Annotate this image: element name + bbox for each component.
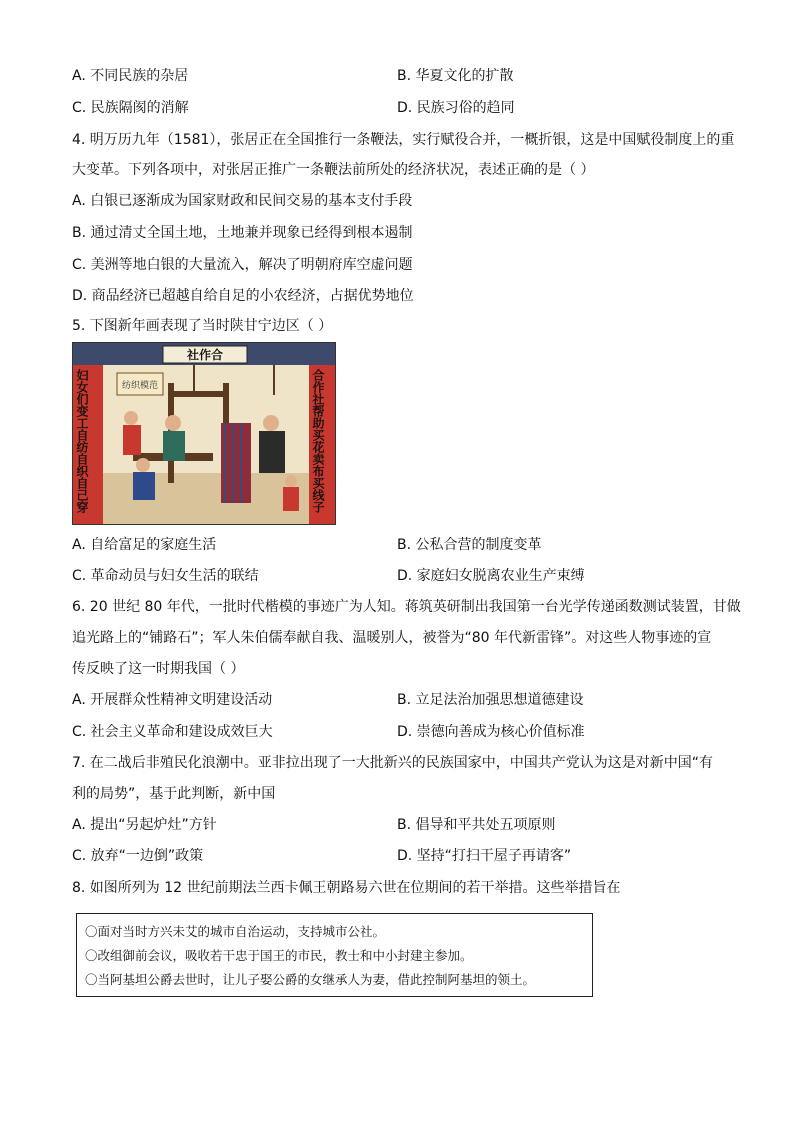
q8-measures-box — [76, 913, 593, 997]
q7-stem-line1: 7. 在二战后非殖民化浪潮中。亚非拉出现了一大批新兴的民族国家中，中国共产党认为这是对新中国“有 — [72, 755, 714, 771]
painting-left-text: 妇女们变工自纺自织自己穿 — [75, 369, 89, 513]
q6-stem-line1: 6. 20 世纪 80 年代，一批时代楷模的事迹广为人知。蒋筑英研制出我国第一台光学传递函数测试装置，甘做 — [72, 599, 741, 615]
q6-stem-line3: 传反映了这一时期我国（ ） — [72, 661, 245, 677]
q5-option-a: A. 自给富足的家庭生活 — [72, 537, 217, 553]
q3-option-d: D. 民族习俗的趋同 — [397, 100, 515, 116]
q8-measure-item: 〇改组御前会议，吸收若干忠于国王的市民，教士和中小封建主参加。 — [85, 948, 473, 963]
q4-option-d: D. 商品经济已超越自给自足的小农经济，占据优势地位 — [72, 288, 414, 304]
q3-option-b: B. 华夏文化的扩散 — [397, 68, 514, 84]
q4-option-a: A. 白银已逐渐成为国家财政和民间交易的基本支付手段 — [72, 193, 413, 209]
q4-option-c: C. 美洲等地白银的大量流入，解决了明朝府库空虚问题 — [72, 257, 413, 273]
q7-option-d: D. 坚持“打扫干屋子再请客” — [397, 848, 572, 864]
q6-option-b: B. 立足法治加强思想道德建设 — [397, 692, 584, 708]
painting-banner: 纺织模范 — [121, 381, 159, 391]
q7-option-b: B. 倡导和平共处五项原则 — [397, 817, 556, 833]
q6-option-a: A. 开展群众性精神文明建设活动 — [72, 692, 273, 708]
q6-option-c: C. 社会主义革命和建设成效巨大 — [72, 724, 273, 740]
q4-stem-line1: 4. 明万历九年（1581），张居正在全国推行一条鞭法，实行赋役合并，一概折银，这是中国赋役制度上的重 — [72, 132, 735, 148]
q3-option-c: C. 民族隔阂的消解 — [72, 100, 189, 116]
q5-stem: 5. 下图新年画表现了当时陕甘宁边区（ ） — [72, 318, 333, 334]
painting-right-text: 合作社帮助买花卖布买线子 — [311, 369, 325, 513]
q3-option-a: A. 不同民族的杂居 — [72, 68, 189, 84]
q6-stem-line2: 追光路上的“铺路石”；军人朱伯儒奉献自我、温暖别人，被誉为“80 年代新雷锋”。对这些人物事迹的宣 — [72, 630, 712, 646]
q7-stem-line2: 利的局势”，基于此判断，新中国 — [72, 786, 276, 802]
q4-option-b: B. 通过清丈全国土地，土地兼并现象已经得到根本遏制 — [72, 225, 413, 241]
new-year-painting — [72, 342, 336, 525]
q5-option-b: B. 公私合营的制度变革 — [397, 537, 542, 553]
q8-measure-item: 〇当阿基坦公爵去世时，让儿子娶公爵的女继承人为妻，借此控制阿基坦的领土。 — [85, 972, 536, 987]
q8-stem: 8. 如图所列为 12 世纪前期法兰西卡佩王朝路易六世在位期间的若干举措。这些举措旨在 — [72, 880, 621, 896]
q7-option-c: C. 放弃“一边倒”政策 — [72, 848, 204, 864]
q4-stem-line2: 大变革。下列各项中，对张居正推广一条鞭法前所处的经济状况，表述正确的是（ ） — [72, 162, 595, 178]
q5-option-c: C. 革命动员与妇女生活的联结 — [72, 568, 259, 584]
q8-measure-item: 〇面对当时方兴未艾的城市自治运动，支持城市公社。 — [85, 924, 386, 939]
q5-option-d: D. 家庭妇女脱离农业生产束缚 — [397, 568, 585, 584]
painting-title: 社作合 — [186, 348, 224, 362]
q6-option-d: D. 崇德向善成为核心价值标准 — [397, 724, 585, 740]
q7-option-a: A. 提出“另起炉灶”方针 — [72, 817, 217, 833]
